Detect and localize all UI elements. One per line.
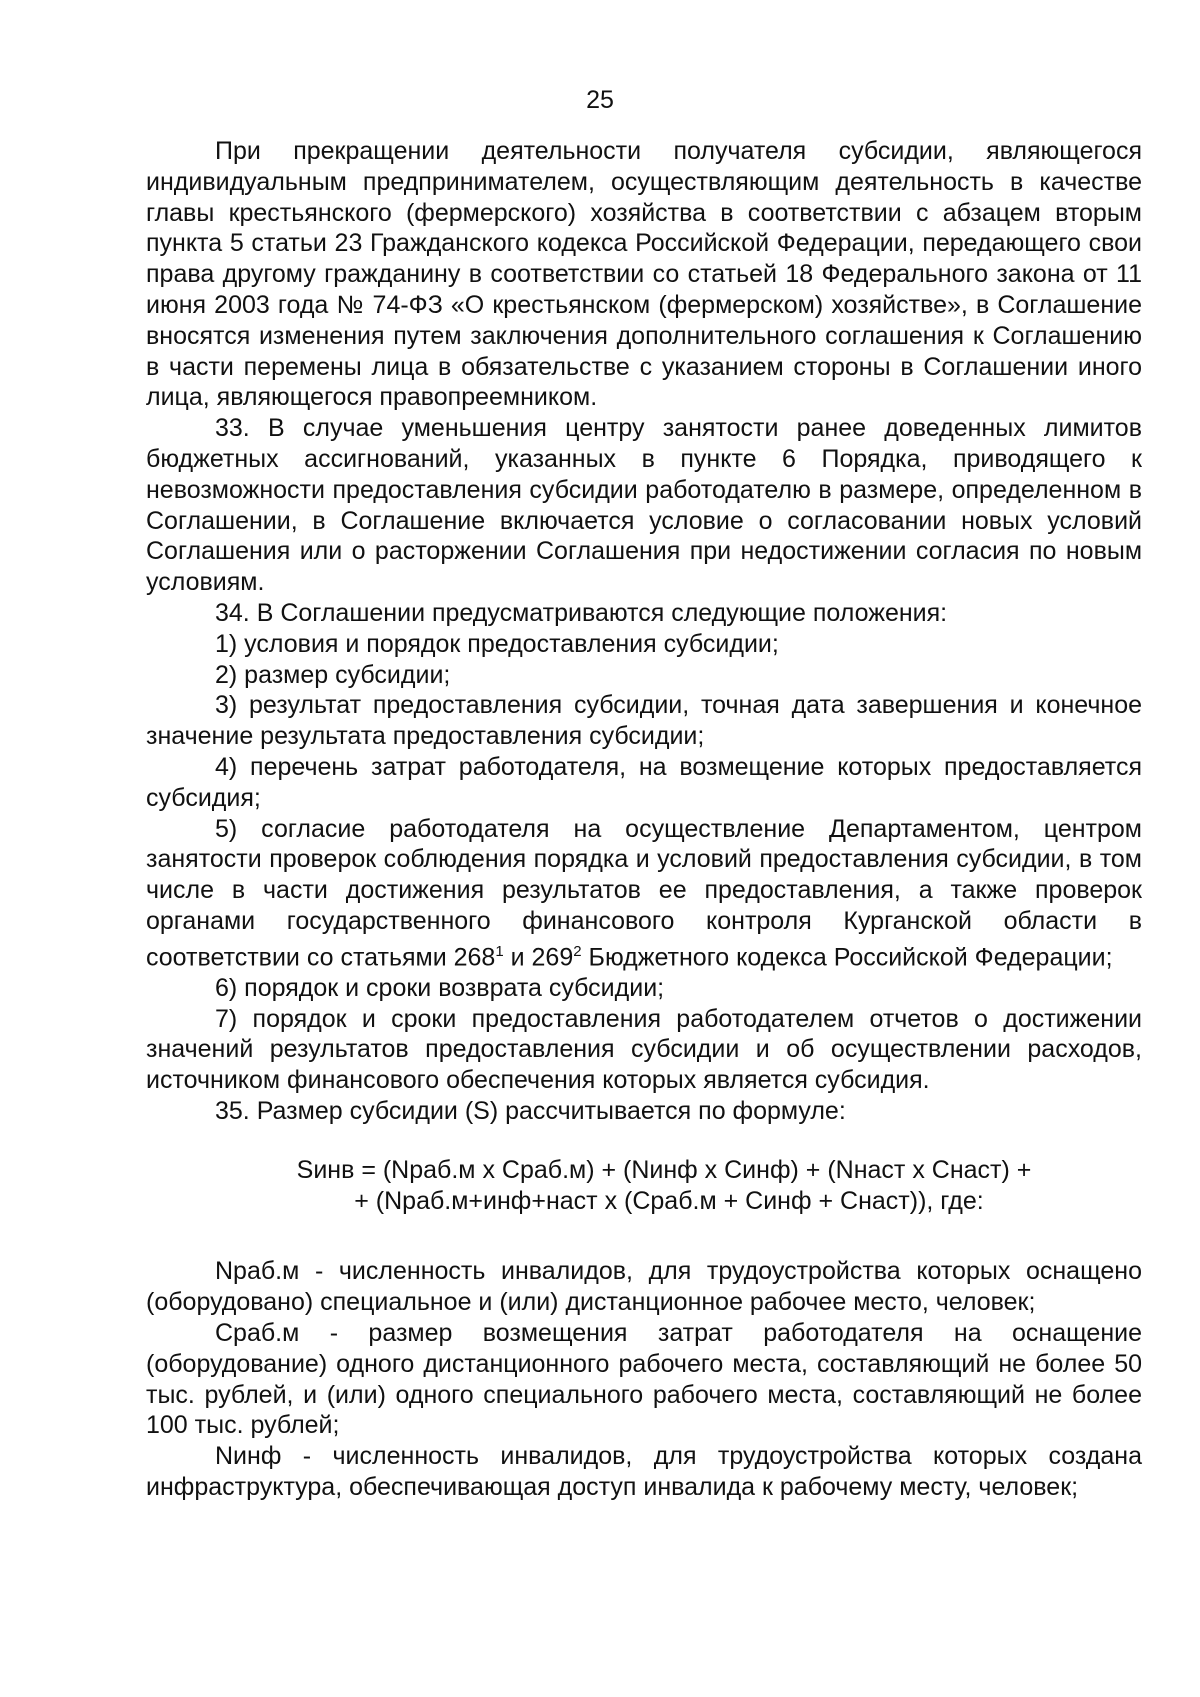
paragraph-35: 35. Размер субсидии (S) рассчитывается по формуле: <box>215 1097 846 1126</box>
list-item-1: 1) условия и порядок предоставления субсидии; <box>215 629 779 658</box>
paragraph-33: 33. В случае уменьшения центру занятости ранее доведенных лимитов бюджетных ассигнований, указанных в пункте 6 Порядка, приводящего к невозможности предоставления субсидии работодателю в размере, определенном в Соглашении, в Соглашение включается условие о согласовании новых условий Соглашения или о расторжении Соглашения при недостижении согласия по новым условиям. <box>146 414 1142 597</box>
superscript-1: 1 <box>495 942 504 960</box>
list-item-5 <box>146 814 1142 973</box>
list-item-4: 4) перечень затрат работодателя, на возмещение которых предоставляется субсидия; <box>146 752 1142 812</box>
list-item-3: 3) результат предоставления субсидии, точная дата завершения и конечное значение результата предоставления субсидии; <box>146 691 1142 751</box>
list-item-6: 6) порядок и сроки возврата субсидии; <box>215 973 665 1002</box>
definition-n-infrastructure: Nинф - численность инвалидов, для трудоустройства которых создана инфраструктура, обеспечивающая доступ инвалида к рабочему месту, человек; <box>146 1442 1142 1501</box>
subsidy-formula <box>146 1155 1142 1217</box>
definition-n-work-place: Nраб.м - численность инвалидов, для трудоустройства которых оснащено (оборудовано) специальное и (или) дистанционное рабочее место, человек; <box>146 1257 1142 1317</box>
list-item-5-end: Бюджетного кодекса Российской Федерации; <box>581 943 1113 972</box>
formula-line-2: + (Nраб.м+инф+наст x (Сраб.м + Синф + Снаст)), где: <box>354 1186 984 1215</box>
list-item-2: 2) размер субсидии; <box>215 660 451 689</box>
page-number: 25 <box>586 86 614 114</box>
paragraph-34: 34. В Соглашении предусматриваются следующие положения: <box>215 598 948 627</box>
definition-c-work-place: Сраб.м - размер возмещения затрат работодателя на оснащение (оборудование) одного дистанционного рабочего места, составляющий не более 50 тыс. рублей, и (или) одного специального рабочего места, составляющий не более 100 тыс. рублей; <box>146 1319 1142 1440</box>
paragraph-succession: При прекращении деятельности получателя субсидии, являющегося индивидуальным предпринимателем, осуществляющим деятельность в качестве главы крестьянского (фермерского) хозяйства в соответствии с абзацем вторым пункта 5 статьи 23 Гражданского кодекса Российской Федерации, передающего свои права другому гражданину в соответствии со статьей 18 Федерального закона от 11 июня 2003 года № 74-ФЗ «О крестьянском (фермерском) хозяйстве», в Соглашение вносятся изменения путем заключения дополнительного соглашения к Соглашению в части перемены лица в обязательстве с указанием стороны в Соглашении иного лица, являющегося правопреемником. <box>146 137 1142 412</box>
superscript-2: 2 <box>573 942 582 960</box>
document-body <box>146 136 1142 1503</box>
list-item-5-text: 5) согласие работодателя на осуществление Департаментом, центром занятости проверок соблюдения порядка и условий предоставления субсидии, в том числе в части достижения результатов ее предоставления, а также проверок органами государственного финансового контроля Курганской области в соответствии со статьями 268 <box>146 814 1142 972</box>
list-item-7: 7) порядок и сроки предоставления работодателем отчетов о достижении значений результатов предоставления субсидии и об осуществлении расходов, источником финансового обеспечения которых является субсидия. <box>146 1004 1142 1095</box>
list-item-5-middle: и 269 <box>503 943 574 972</box>
formula-line-1: Sинв = (Nраб.м x Сраб.м) + (Nинф x Синф) + (Nнаст x Снаст) + <box>296 1155 1032 1184</box>
